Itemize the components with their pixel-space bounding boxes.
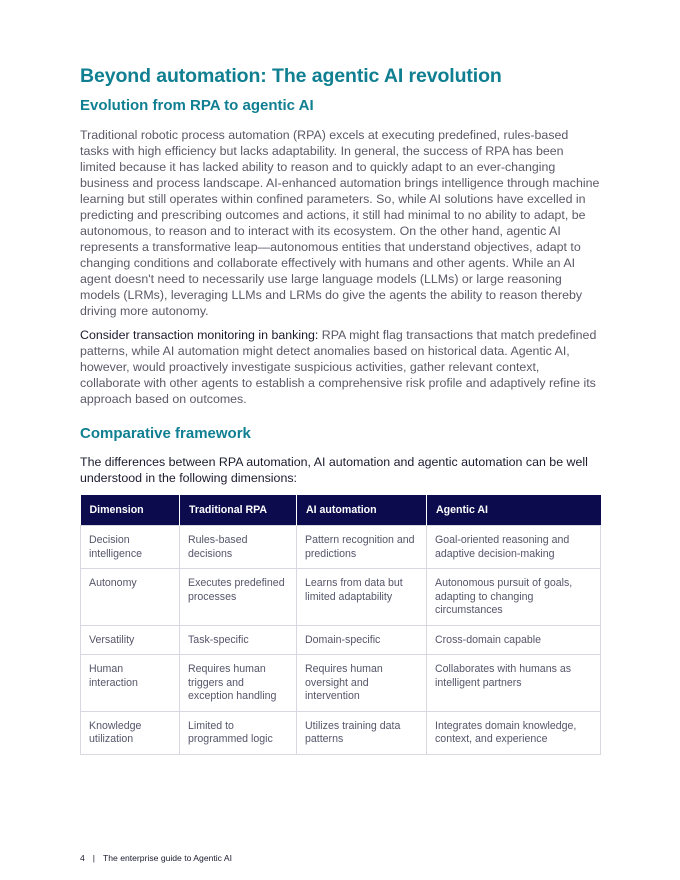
paragraph-example-lead: Consider transaction monitoring in banking: [80, 328, 319, 342]
table-row [81, 569, 601, 626]
table-header-cell: Dimension [81, 495, 180, 526]
table-cell: Executes predefined processes [180, 569, 297, 626]
table-cell: Utilizes training data patterns [297, 711, 427, 754]
table-cell: Integrates domain knowledge, context, and experience [427, 711, 601, 754]
table-cell: Domain-specific [297, 625, 427, 655]
page-content [80, 64, 600, 755]
table-cell: Versatility [81, 625, 180, 655]
table-cell: Knowledge utilization [81, 711, 180, 754]
table-row [81, 625, 601, 655]
table-cell: Human interaction [81, 655, 180, 712]
page-footer [80, 853, 232, 863]
footer-separator: | [92, 853, 96, 863]
paragraph-example [80, 327, 600, 407]
table-row [81, 655, 601, 712]
table-cell: Requires human triggers and exception handling [180, 655, 297, 712]
table-row [81, 526, 601, 569]
table-header-cell: Agentic AI [427, 495, 601, 526]
table-header-cell: AI automation [297, 495, 427, 526]
page-number: 4 [80, 853, 85, 863]
table-cell: Task-specific [180, 625, 297, 655]
table-cell: Collaborates with humans as intelligent partners [427, 655, 601, 712]
comparative-intro: The differences between RPA automation, AI automation and agentic automation can be well understood in the following dimensions: [80, 455, 588, 485]
table-cell: Requires human oversight and intervention [297, 655, 427, 712]
table-cell: Cross-domain capable [427, 625, 601, 655]
page-title: Beyond automation: The agentic AI revolution [80, 65, 502, 87]
table-header-cell: Traditional RPA [180, 495, 297, 526]
table-cell: Decision intelligence [81, 526, 180, 569]
table-cell: Rules-based decisions [180, 526, 297, 569]
comparison-table [80, 495, 601, 755]
table-header-row [81, 495, 601, 526]
table-cell: Goal-oriented reasoning and adaptive decision-making [427, 526, 601, 569]
table-cell: Limited to programmed logic [180, 711, 297, 754]
table-cell: Pattern recognition and predictions [297, 526, 427, 569]
table-cell: Autonomy [81, 569, 180, 626]
paragraph-evolution: Traditional robotic process automation (RPA) excels at executing predefined, rules-based tasks with high efficiency but lacks adaptability. In general, the success of RPA has been limited because it has lacked ability to reason and to quickly adapt to an ever-changing business and process landscape. AI-enhanced automation brings intelligence through machine learning but still operates within confined parameters. So, while AI solutions have excelled in predicting and prescribing outcomes and actions, it still had minimal to no ability to adapt, be autonomous, to reason and to interact with its ecosystem. On the other hand, agentic AI represents a transformative leap—autonomous entities that understand objectives, adapt to changing conditions and collaborate effectively with humans and other agents. While an AI agent doesn't need to necessarily use large language models (LLMs) or large reasoning models (LRMs), leveraging LLMs and LRMs do give the agents the ability to reason thereby driving more autonomy. [80, 128, 600, 318]
section-title-comparative: Comparative framework [80, 425, 251, 442]
table-row [81, 711, 601, 754]
section-title-evolution: Evolution from RPA to agentic AI [80, 97, 314, 114]
footer-title: The enterprise guide to Agentic AI [103, 853, 233, 863]
paragraph-example-body: RPA might flag transactions that match predefined patterns, while AI automation might detect anomalies based on historical data. Agentic AI, however, would proactively investigate suspicious activities, gather relevant context, collaborate with other agents to establish a comprehensive risk profile and adaptively refine its approach based on outcomes. [80, 328, 597, 406]
table-cell: Autonomous pursuit of goals, adapting to changing circumstances [427, 569, 601, 626]
table-cell: Learns from data but limited adaptability [297, 569, 427, 626]
